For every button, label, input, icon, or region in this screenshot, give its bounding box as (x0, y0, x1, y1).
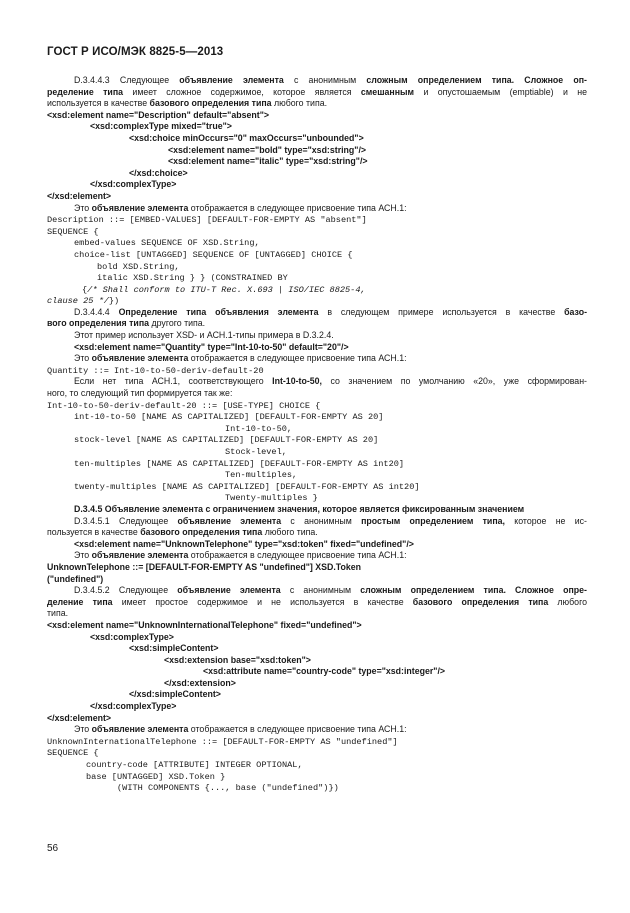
text-line (47, 272, 587, 284)
text-line (47, 145, 587, 157)
text-run: с анонимным (281, 515, 362, 526)
text-run: italic XSD.String } } (CONSTRAINED BY (97, 273, 288, 284)
text-run: /* Shall conform to ITU-T Rec. X.693 | ISO/IEC 8825-4, (87, 284, 366, 295)
text-run: UnknownInternationalTelephone ::= [DEFAULT-FOR-EMPTY AS "undefined"] (47, 736, 398, 747)
text-run: ten-multiples [NAME AS CAPITALIZED] [DEFAULT-FOR-EMPTY AS int20] (74, 458, 405, 469)
text-run: которое не ис- (504, 515, 587, 526)
text-line (47, 214, 587, 226)
text-line (47, 643, 587, 655)
text-run: <xsd:element name="UnknownTelephone" type="xsd:token" fixed="undefined"/> (74, 538, 414, 549)
text-run: отображается в следующее присвоение типа АСН.1: (188, 724, 407, 735)
text-line (47, 110, 587, 122)
text-run: отображается в следующее присвоение типа АСН.1: (188, 550, 407, 561)
text-run: twenty-multiples [NAME AS CAPITALIZED] [DEFAULT-FOR-EMPTY AS int20] (74, 481, 420, 492)
text-run: stock-level [NAME AS CAPITALIZED] [DEFAULT-FOR-EMPTY AS 20] (74, 435, 379, 446)
text-run: Int-10-to-50-deriv-default-20 ::= [USE-TYPE] CHOICE { (47, 400, 321, 411)
text-run: отображается в следующее присвоение типа АСН.1: (188, 202, 407, 213)
text-run: UnknownTelephone ::= [DEFAULT-FOR-EMPTY AS "undefined"] XSD.Token (47, 561, 362, 572)
text-run: базового определения типа (149, 98, 272, 109)
text-line (47, 736, 587, 748)
text-line (47, 724, 587, 736)
text-line (47, 678, 587, 690)
text-run: вого определения типа (47, 318, 150, 329)
text-run: SEQUENCE { (47, 226, 99, 237)
text-line (47, 261, 587, 273)
text-run: Этот пример использует XSD- и АСН.1-типы примера в D.3.2.4. (74, 330, 334, 341)
text-run: отображается в следующее присвоение типа АСН.1: (188, 353, 407, 364)
text-run: </xsd:extension> (164, 677, 236, 688)
text-run: <xsd:simpleContent> (129, 643, 219, 654)
text-line (47, 330, 587, 342)
text-line (47, 168, 587, 180)
text-run: базо- (564, 306, 587, 317)
text-line (47, 516, 587, 528)
text-line (47, 620, 587, 632)
text-run: Quantity ::= Int-10-to-50-deriv-default-20 (47, 365, 264, 376)
text-run: Если нет типа АСН.1, соответствующего (74, 376, 273, 387)
text-run: Это (74, 353, 92, 364)
text-line (47, 98, 587, 110)
text-line (47, 782, 587, 794)
text-line (47, 701, 587, 713)
text-run: любого типа. (262, 527, 318, 538)
text-run: D.3.4.5.1 Следующее (74, 515, 178, 526)
text-run: <xsd:element name="Quantity" type="Int-10-to-50" default="20"/> (74, 341, 349, 352)
text-run: { (82, 284, 88, 295)
text-line (47, 666, 587, 678)
text-run: Int-10-to-50, (225, 423, 293, 434)
text-run: Int-10-to-50, (272, 376, 322, 387)
text-run: простым определением типа, (361, 515, 505, 526)
text-run: имеет сложное содержимое, которое является (123, 86, 361, 97)
text-line (47, 574, 587, 586)
text-run: объявление элемента (177, 585, 281, 596)
text-run: смешанным (360, 86, 415, 97)
text-run: Это (74, 724, 92, 735)
text-run: <xsd:complexType> (90, 631, 174, 642)
text-run: }) (108, 296, 120, 307)
text-run: объявление элемента (91, 724, 189, 735)
text-line (47, 585, 587, 597)
text-line (47, 411, 587, 423)
text-line (47, 597, 587, 609)
text-run: D.3.4.4.3 Следующее (74, 75, 180, 85)
document-body (47, 75, 587, 794)
text-run: D.3.4.5.2 Следующее (74, 585, 178, 596)
text-run: choice-list [UNTAGGED] SEQUENCE OF [UNTAGGED] CHOICE { (74, 249, 353, 260)
document-header: ГОСТ Р ИСО/МЭК 8825-5—2013 (47, 46, 224, 58)
text-line (47, 284, 587, 296)
text-run: любого (548, 596, 587, 607)
text-run: в следующем примере используется в качестве (318, 306, 565, 317)
text-line (47, 689, 587, 701)
text-line (47, 318, 587, 330)
text-run: <xsd:complexType mixed="true"> (90, 121, 232, 132)
text-run: Это (74, 202, 92, 213)
text-run: с анонимным (280, 585, 361, 596)
text-line (47, 504, 587, 516)
text-run: пользуется в качестве (47, 527, 141, 538)
text-run: Stock-level, (225, 447, 287, 457)
text-line (47, 365, 587, 377)
text-run: <xsd:element name="italic" type="xsd:string"/> (168, 156, 368, 167)
text-line (47, 191, 587, 203)
text-run: </xsd:simpleContent> (129, 689, 221, 700)
text-line (47, 539, 587, 551)
text-run: Определение типа объявления элемента (118, 306, 319, 317)
text-run: country-code [ATTRIBUTE] INTEGER OPTIONAL, (86, 760, 303, 771)
text-run: ределение типа (47, 86, 124, 97)
text-run: <xsd:extension base="xsd:token"> (164, 654, 311, 665)
text-run: ного, то следующий тип формируется так же: (47, 388, 233, 399)
text-run: <xsd:choice minOccurs="0" maxOccurs="unbounded"> (129, 132, 364, 143)
text-run: со значением по умолчанию «20», уже сформирован- (321, 376, 587, 387)
text-run: <xsd:element name="bold" type="xsd:string"/> (168, 144, 367, 155)
text-run: </xsd:complexType> (90, 179, 177, 190)
text-line (47, 747, 587, 759)
text-line (47, 179, 587, 191)
text-run: объявление элемента (91, 202, 189, 213)
text-run: объявление элемента (91, 353, 189, 364)
text-line (47, 423, 587, 435)
text-line (47, 133, 587, 145)
text-run: (WITH COMPONENTS {..., base ("undefined")}) (117, 783, 339, 794)
text-run: <xsd:attribute name="country-code" type="xsd:integer"/> (203, 666, 446, 677)
text-line (47, 608, 587, 620)
text-run: базового определения типа (412, 596, 549, 607)
text-run: </xsd:element> (47, 190, 112, 201)
text-line (47, 434, 587, 446)
page-number: 56 (47, 843, 59, 854)
text-run: </xsd:complexType> (90, 701, 177, 712)
text-run: используется в качестве (47, 98, 150, 109)
text-run: другого типа. (149, 318, 206, 329)
text-line (47, 307, 587, 319)
text-line (47, 469, 587, 481)
text-line (47, 632, 587, 644)
text-line (47, 562, 587, 574)
text-run: bold XSD.String, (97, 261, 180, 272)
text-run: D.3.4.4.4 (74, 306, 119, 317)
text-run: clause 25 */ (47, 296, 109, 307)
text-line (47, 237, 587, 249)
text-line (47, 226, 587, 238)
text-run: Twenty-multiples } (225, 493, 318, 504)
text-run: и опустошаемым (emptiable) и не (414, 86, 587, 97)
text-line (47, 75, 587, 87)
text-run: Ten-multiples, (225, 470, 298, 481)
text-run: SEQUENCE { (47, 748, 99, 759)
text-line (47, 87, 587, 99)
text-line (47, 458, 587, 470)
text-run: base [UNTAGGED] XSD.Token } (86, 771, 226, 782)
text-line (47, 295, 587, 307)
text-line (47, 759, 587, 771)
text-line (47, 492, 587, 504)
text-run: типа. (47, 608, 69, 619)
text-line (47, 353, 587, 365)
text-line (47, 655, 587, 667)
text-line (47, 481, 587, 493)
text-run: базового определения типа (140, 527, 263, 538)
text-run: </xsd:element> (47, 712, 112, 723)
text-line (47, 400, 587, 412)
text-run: Это (74, 550, 92, 561)
text-line (47, 771, 587, 783)
text-run: сложным определением типа. Сложное опре- (360, 585, 587, 596)
text-run: <xsd:element name="Description" default="absent"> (47, 109, 270, 120)
text-line (47, 713, 587, 725)
text-run: деление типа (47, 596, 113, 607)
text-run: с анонимным (283, 75, 367, 85)
text-run: ("undefined") (47, 573, 104, 584)
text-run: сложным определением типа. Сложное оп- (366, 75, 587, 85)
text-line (47, 121, 587, 133)
text-run: любого типа. (271, 98, 328, 109)
text-line (47, 550, 587, 562)
text-run: объявление элемента (177, 515, 282, 526)
text-run: объявление элемента (179, 75, 284, 85)
text-run: int-10-to-50 [NAME AS CAPITALIZED] [DEFAULT-FOR-EMPTY AS 20] (74, 412, 384, 423)
text-run: </xsd:choice> (129, 167, 188, 178)
text-line (47, 342, 587, 354)
text-run: Description ::= [EMBED-VALUES] [DEFAULT-FOR-EMPTY AS "absent"] (47, 215, 367, 226)
text-line (47, 376, 587, 388)
text-line (47, 527, 587, 539)
text-line (47, 203, 587, 215)
text-run: embed-values SEQUENCE OF XSD.String, (74, 238, 260, 249)
text-run: объявление элемента (91, 550, 189, 561)
text-run: D.3.4.5 Объявление элемента с ограничением значения, которое является фиксированным значением (74, 503, 525, 514)
text-line (47, 388, 587, 400)
text-line (47, 446, 587, 458)
text-run: имеет простое содержимое и не используется в качестве (112, 596, 413, 607)
text-line (47, 249, 587, 261)
text-line (47, 156, 587, 168)
text-run: <xsd:element name="UnknownInternationalTelephone" fixed="undefined"> (47, 619, 362, 630)
